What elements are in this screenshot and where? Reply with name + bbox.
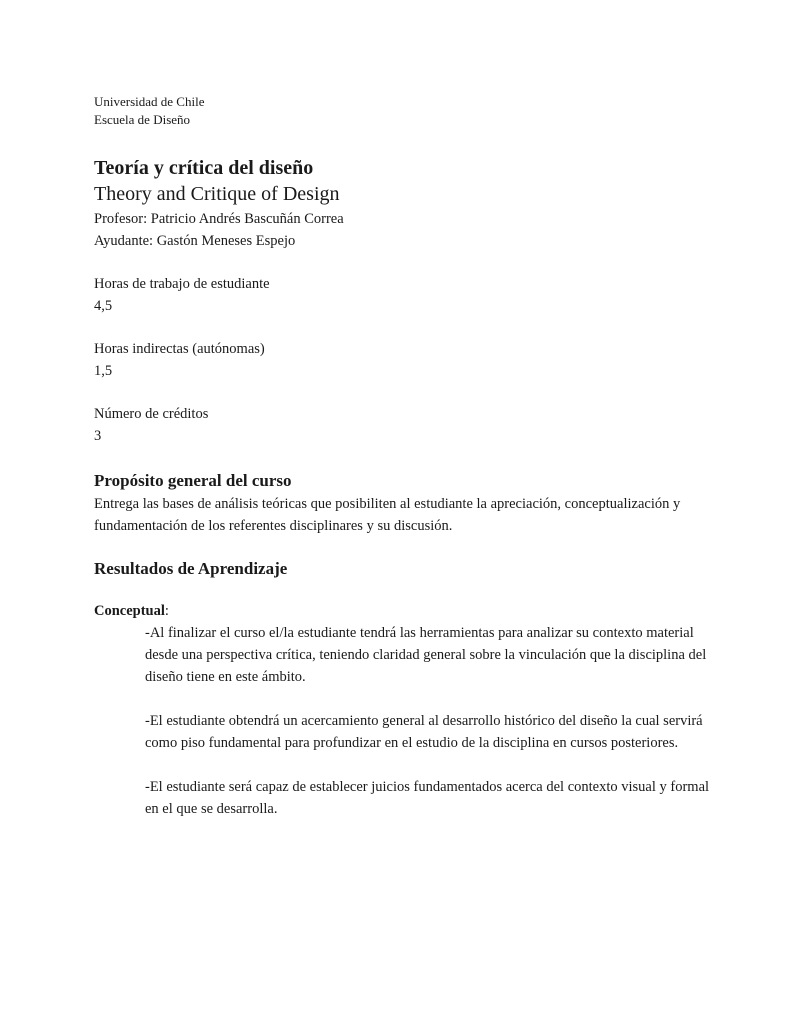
course-title-english: Theory and Critique of Design (94, 183, 340, 205)
credits-value: 3 (94, 428, 102, 444)
purpose-heading: Propósito general del curso (94, 471, 292, 490)
conceptual-label-colon: : (164, 603, 169, 619)
course-title: Teoría y crítica del diseño (94, 157, 314, 179)
institution-header (94, 93, 720, 129)
credits-block (94, 403, 720, 447)
credits-label: Número de créditos (94, 406, 209, 422)
conceptual-label-text: Conceptual (94, 603, 165, 619)
indirect-hours-value: 1,5 (94, 363, 113, 379)
assistant-line: Ayudante: Gastón Meneses Espejo (94, 233, 296, 249)
student-hours-block (94, 273, 720, 317)
outcome-item: -El estudiante será capaz de establecer juicios fundamentados acerca del contexto visual y formal en el que se desarrolla. (145, 779, 710, 817)
university-name: Universidad de Chile (94, 94, 205, 109)
outcome-item: -El estudiante obtendrá un acercamiento general al desarrollo histórico del diseño la cual servirá como piso fundamental para profundizar en el estudio de la disciplina en cursos posteriores. (145, 713, 703, 751)
student-hours-label: Horas de trabajo de estudiante (94, 276, 270, 292)
school-name: Escuela de Diseño (94, 112, 191, 127)
student-hours-value: 4,5 (94, 298, 113, 314)
learning-outcomes-heading: Resultados de Aprendizaje (94, 559, 288, 578)
conceptual-label (94, 600, 720, 622)
purpose-text: Entrega las bases de análisis teóricas que posibiliten al estudiante la apreciación, conceptualización y fundamentación de los referentes disciplinares y su discusión. (94, 496, 681, 534)
outcome-item: -Al finalizar el curso el/la estudiante tendrá las herramientas para analizar su contexto material desde una perspectiva crítica, teniendo claridad general sobre la vinculación que la disciplina del diseño tiene en este ámbito. (145, 625, 707, 685)
professor-line: Profesor: Patricio Andrés Bascuñán Correa (94, 211, 344, 227)
indirect-hours-label: Horas indirectas (autónomas) (94, 341, 265, 357)
indirect-hours-block (94, 338, 720, 382)
